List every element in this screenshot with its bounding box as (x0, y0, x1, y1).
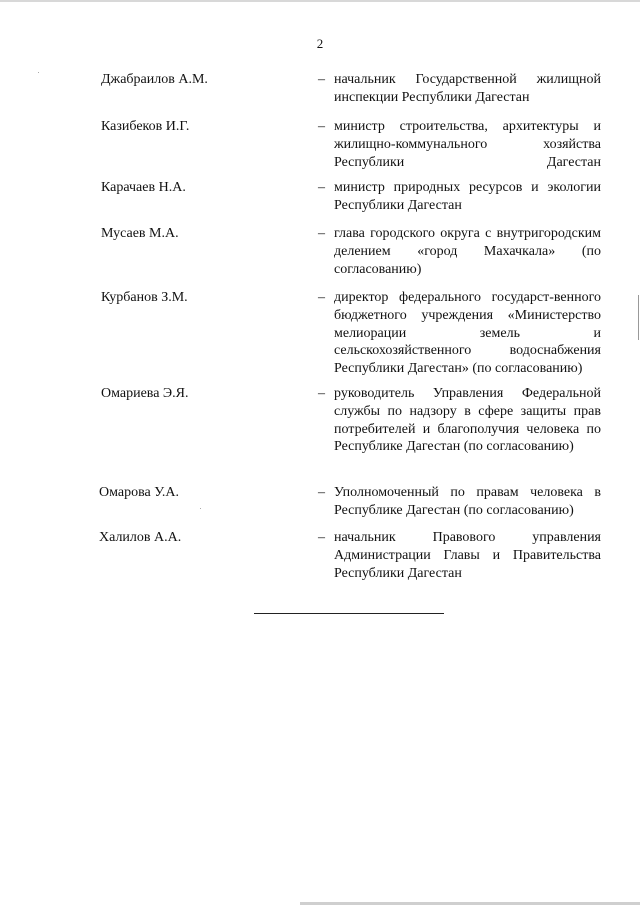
member-name: Халилов А.А. (99, 530, 182, 545)
member-role: глава городского округа с внутригородским делением «город Махачкала» (по согласованию) (334, 226, 601, 277)
member-name: Курбанов З.М. (101, 290, 188, 305)
scan-speck (200, 508, 201, 509)
member-name: Казибеков И.Г. (101, 119, 190, 134)
member-name: Мусаев М.А. (101, 226, 179, 241)
scan-speck (38, 72, 39, 73)
scan-edge-right (638, 295, 639, 340)
member-role: начальник Государственной жилищной инспекции Республики Дагестан (334, 72, 601, 105)
member-role: министр строительства, архитектуры и жилищно-коммунального хозяйства Республики Дагестан (334, 119, 601, 170)
member-role: министр природных ресурсов и экологии Республики Дагестан (334, 180, 601, 213)
member-role: руководитель Управления Федеральной службы по надзору в сфере защиты прав потребителей и благополучия человека по Республике Дагестан (по согласованию) (334, 386, 601, 455)
member-name: Джабраилов А.М. (101, 72, 208, 87)
entry-dash: – (318, 485, 325, 500)
member-role: начальник Правового управления Администрации Главы и Правительства Республики Дагестан (334, 530, 601, 581)
member-role: Уполномоченный по правам человека в Республике Дагестан (по согласованию) (334, 485, 601, 518)
closing-rule (254, 613, 444, 614)
member-role: директор федерального государст-венного бюджетного учреждения «Министерство мелиорации земель и сельскохозяйственного водоснабжения Республики Дагестан» (по согласованию) (334, 290, 601, 377)
entry-dash: – (318, 530, 325, 545)
entry-dash: – (318, 180, 325, 195)
entry-dash: – (318, 72, 325, 87)
entry-dash: – (318, 290, 325, 305)
scan-edge-top (0, 0, 640, 2)
entry-dash: – (318, 226, 325, 241)
member-name: Карачаев Н.А. (101, 180, 186, 195)
entry-dash: – (318, 119, 325, 134)
page-number: 2 (316, 36, 324, 51)
member-name: Омариева Э.Я. (101, 386, 189, 401)
member-name: Омарова У.А. (99, 485, 179, 500)
entry-dash: – (318, 386, 325, 401)
